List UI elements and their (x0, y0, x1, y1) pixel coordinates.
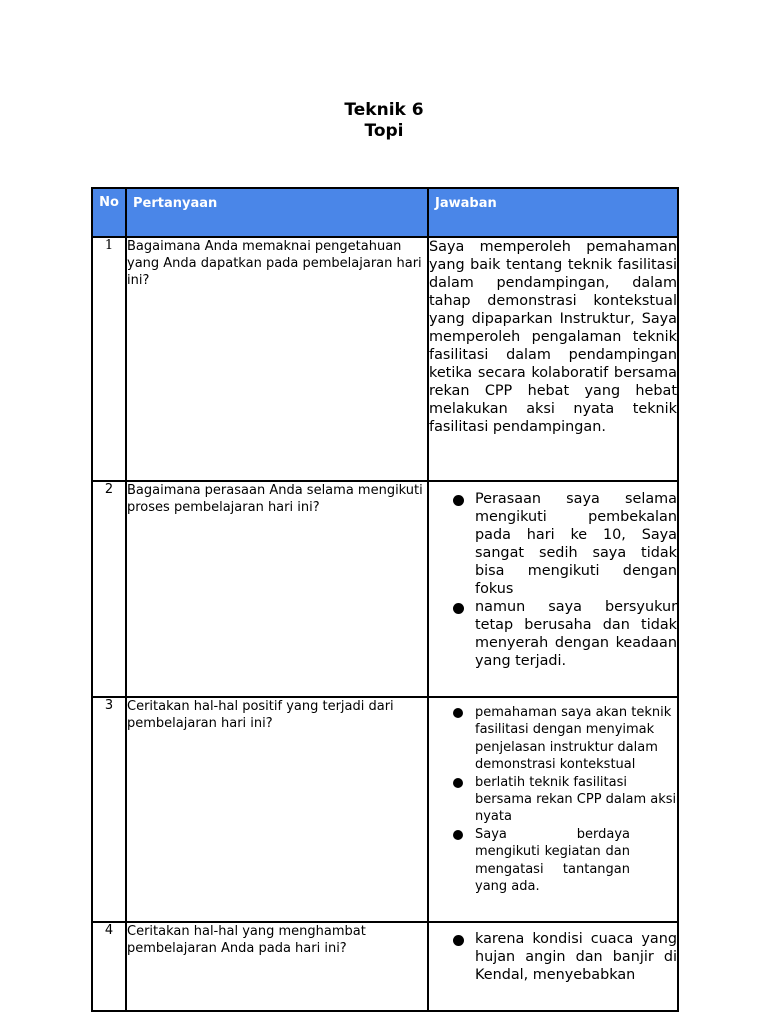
list-item (429, 704, 677, 774)
row-number: 2 (92, 481, 126, 697)
header-answer: Jawaban (428, 188, 678, 237)
bullet-text: pemahaman saya akan teknik fasilitasi dengan menyimak penjelasan instruktur dalam demonstrasi kontekstual (475, 705, 672, 773)
document-title (0, 100, 768, 142)
reflection-table (91, 187, 679, 1012)
table-row (92, 481, 678, 697)
bullet-icon (453, 778, 463, 788)
answer-bullet-list (429, 704, 677, 895)
list-item (429, 490, 677, 598)
header-no: No (92, 188, 126, 237)
bullet-icon (453, 603, 464, 614)
list-item (429, 774, 677, 826)
title-line-2: Topi (364, 121, 404, 141)
row-number: 3 (92, 697, 126, 922)
bullet-icon (453, 495, 464, 506)
question-cell: Ceritakan hal-hal positif yang terjadi dari pembelajaran hari ini? (126, 697, 428, 922)
header-question: Pertanyaan (126, 188, 428, 237)
bullet-text: berlatih teknik fasilitasi bersama rekan CPP dalam aksi nyata (475, 774, 677, 825)
answer-bullet-list (429, 930, 677, 984)
answer-bullet-list (429, 490, 677, 670)
bullet-text: Saya berdaya mengikuti kegiatan dan mengatasi tantangan yang ada. (475, 826, 630, 895)
answer-cell (428, 922, 678, 1011)
bullet-text: karena kondisi cuaca yang hujan angin dan banjir di Kendal, menyebabkan (475, 931, 677, 983)
list-item (429, 826, 677, 896)
bullet-icon (453, 935, 464, 946)
answer-cell (428, 697, 678, 922)
table-row (92, 922, 678, 1011)
bullet-icon (453, 708, 463, 718)
answer-cell: Saya memperoleh pemahaman yang baik tentang teknik fasilitasi dalam pendampingan, dalam tahap demonstrasi kontekstual yang dipaparkan Instruktur, Saya memperoleh pengalaman teknik fasilitasi dalam pendampingan ketika secara kolaboratif bersama rekan CPP hebat yang hebat melakukan aksi nyata teknik fasilitasi pendampingan. (428, 237, 678, 481)
bullet-text: namun saya bersyukur tetap berusaha dan tidak menyerah dengan keadaan yang terjadi. (475, 599, 677, 669)
question-cell: Bagaimana Anda memaknai pengetahuan yang Anda dapatkan pada pembelajaran hari ini? (126, 237, 428, 481)
table-header-row (92, 188, 678, 237)
table-row (92, 697, 678, 922)
answer-cell (428, 481, 678, 697)
bullet-text: Perasaan saya selama mengikuti pembekalan pada hari ke 10, Saya sangat sedih saya tidak bisa mengikuti dengan fokus (475, 491, 677, 597)
table-row (92, 237, 678, 481)
list-item (429, 930, 677, 984)
title-line-1: Teknik 6 (344, 100, 424, 120)
list-item (429, 598, 677, 670)
row-number: 4 (92, 922, 126, 1011)
row-number: 1 (92, 237, 126, 481)
question-cell: Ceritakan hal-hal yang menghambat pembelajaran Anda pada hari ini? (126, 922, 428, 1011)
bullet-icon (453, 830, 463, 840)
question-cell: Bagaimana perasaan Anda selama mengikuti proses pembelajaran hari ini? (126, 481, 428, 697)
